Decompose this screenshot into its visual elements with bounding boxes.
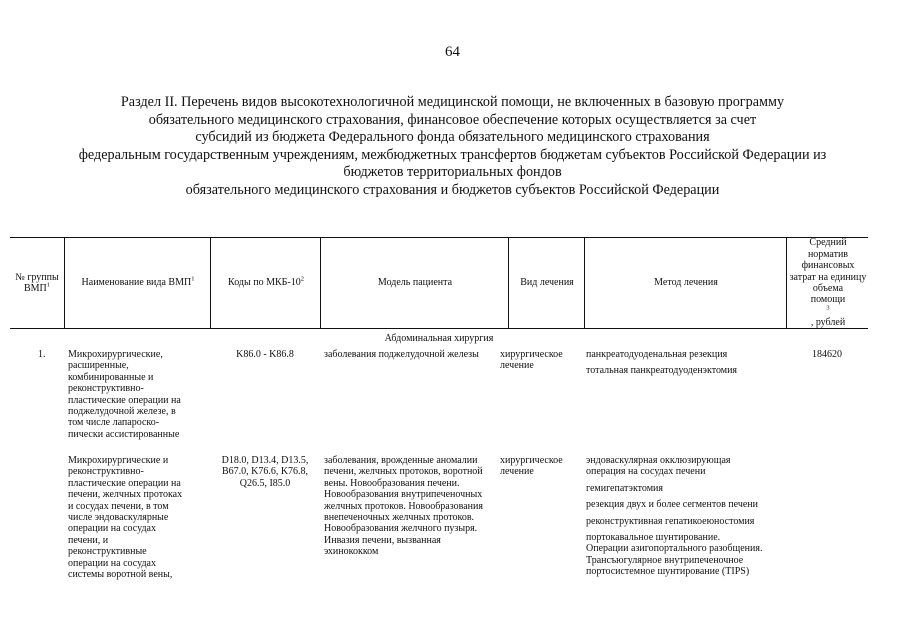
header-cost-line: объема	[812, 283, 844, 294]
model-line: печени, желчных протоков, воротной	[324, 466, 483, 478]
method-line: портосистемное шунтирование (TIPS)	[586, 566, 750, 578]
table-row	[10, 455, 868, 585]
name-line: комбинированные и	[68, 371, 154, 383]
name-line: пластические операции на	[68, 477, 181, 489]
model-line: вены. Новообразования печени.	[324, 477, 460, 489]
header-cost-line: затрат на единицу	[789, 271, 867, 283]
header-group-no	[10, 238, 64, 328]
cell-treatment	[500, 349, 584, 372]
method-item: панкреатодуоденальная резекция	[586, 349, 728, 360]
name-line: пически ассистированные	[68, 428, 180, 440]
cell-codes	[210, 349, 320, 360]
header-cost-line	[790, 294, 867, 328]
model-line: эхинококком	[324, 546, 379, 558]
method-line: портокавальное шунтирование.	[586, 532, 721, 544]
title-line: обязательного медицинского страхования и бюджетов субъектов Российской Федерации	[185, 181, 720, 198]
treatment-line: хирургическое	[500, 455, 563, 466]
model-line: заболевания, врожденные аномалии	[324, 455, 478, 466]
name-line: реконструктивно-	[68, 383, 144, 395]
header-cost-line: Средний	[809, 237, 847, 249]
name-line: реконструктивно-	[68, 466, 144, 478]
name-line: числе эндоваскулярные	[68, 512, 169, 524]
name-line: операции на сосудах	[68, 557, 156, 569]
footnote-mark: 1	[46, 281, 51, 289]
model-line: Новообразования внутрипеченочных	[324, 489, 483, 501]
cell-name	[68, 455, 210, 580]
header-name-text: Наименование вида ВМП	[81, 277, 192, 289]
code-line: D18.0, D13.4, D13.5,	[221, 455, 309, 466]
header-model	[320, 238, 509, 328]
header-cost-suffix: , рублей	[810, 317, 846, 329]
cell-method	[586, 349, 786, 382]
header-name	[64, 238, 211, 328]
cell-model	[324, 455, 508, 558]
method-line: Операции азигопортального разобщения.	[586, 543, 763, 555]
cell-codes	[210, 455, 320, 489]
method-line: Трансъюгулярное внутрипеченочное	[586, 554, 744, 566]
name-line: операции на сосудах	[68, 523, 156, 535]
name-line: пластические операции на	[68, 394, 181, 406]
cell-treatment	[500, 455, 584, 478]
header-cost-line: финансовых	[801, 260, 855, 272]
model-line: заболевания поджелудочной железы	[324, 349, 479, 360]
header-cost	[786, 238, 869, 328]
name-line: Микрохирургические и	[68, 455, 169, 466]
cell-group-no: 1.	[38, 349, 46, 360]
name-line: и сосудах печени, в том	[68, 500, 169, 512]
cell-cost: 184620	[812, 349, 842, 360]
treatment-line: лечение	[500, 360, 534, 372]
name-line: том числе лапароско-	[68, 417, 160, 429]
header-cost-line: норматив	[807, 248, 849, 260]
name-line: системы воротной вены,	[68, 569, 173, 581]
table-header	[10, 237, 868, 329]
method-item: реконструктивная гепатикоеюностомия	[586, 515, 755, 527]
footnote-mark: 3	[826, 304, 830, 312]
table-row	[10, 349, 868, 455]
vmp-table	[10, 237, 868, 585]
method-item	[586, 532, 786, 578]
title-line: федеральным государственным учреждениям, межбюджетных трансфертов бюджетам субъектов Российской Федерации из	[78, 146, 827, 163]
header-codes	[210, 238, 321, 328]
title-line: Раздел II. Перечень видов высокотехнологичной медицинской помощи, не включенных в базовую программу	[120, 94, 785, 110]
header-model-text: Модель пациента	[377, 277, 453, 289]
model-line: Инвазия печени, вызванная	[324, 534, 441, 546]
section-title	[20, 94, 885, 200]
method-item: резекция двух и более сегментов печени	[586, 499, 759, 511]
method-item: гемигепатэктомия	[586, 482, 663, 494]
title-line: субсидий из бюджета Федерального фонда обязательного медицинского страхования	[195, 129, 710, 146]
name-line: поджелудочной железе, в	[68, 406, 176, 418]
header-group-no-text: № группы ВМП	[15, 271, 59, 294]
cell-model	[324, 349, 508, 360]
header-codes-text: Коды по МКБ-10	[228, 277, 301, 289]
header-treatment	[508, 238, 585, 328]
method-item	[586, 455, 786, 478]
method-item: тотальная панкреатодуоденэктомия	[586, 365, 738, 377]
code-line: B67.0, K76.6, K76.8,	[221, 466, 309, 478]
cell-name	[68, 349, 210, 440]
model-line: Новообразования желчного пузыря.	[324, 523, 478, 535]
name-line: печени, и	[68, 534, 109, 546]
title-line: обязательного медицинского страхования, финансовое обеспечение которых осуществляется за счет	[148, 111, 757, 128]
footnote-mark: 2	[300, 275, 304, 283]
method-line: операция на сосудах печени	[586, 466, 706, 478]
footnote-mark: 1	[191, 275, 195, 283]
model-line: внепеченочных желчных протоков.	[324, 512, 475, 524]
header-treatment-text: Вид лечения	[520, 277, 574, 289]
name-line: расширенные,	[68, 360, 129, 372]
title-line: бюджетов территориальных фондов	[343, 164, 562, 181]
page-number: 64	[445, 44, 460, 60]
name-line: Микрохирургические,	[68, 349, 163, 360]
section-label: Абдоминальная хирургия	[384, 333, 494, 344]
header-method-text: Метод лечения	[654, 277, 718, 289]
code-line: K86.0 - K86.8	[236, 349, 294, 360]
treatment-line: лечение	[500, 466, 534, 478]
code-line: Q26.5, I85.0	[239, 477, 291, 489]
name-line: реконструктивные	[68, 546, 147, 558]
cell-method	[586, 455, 786, 583]
name-line: печени, желчных протоках	[68, 489, 183, 501]
model-line: желчных протоков. Новообразования	[324, 500, 483, 512]
method-line: эндоваскулярная окклюзирующая	[586, 455, 731, 466]
header-method	[584, 238, 787, 328]
treatment-line: хирургическое	[500, 349, 563, 360]
header-cost-last: помощи	[810, 294, 846, 306]
